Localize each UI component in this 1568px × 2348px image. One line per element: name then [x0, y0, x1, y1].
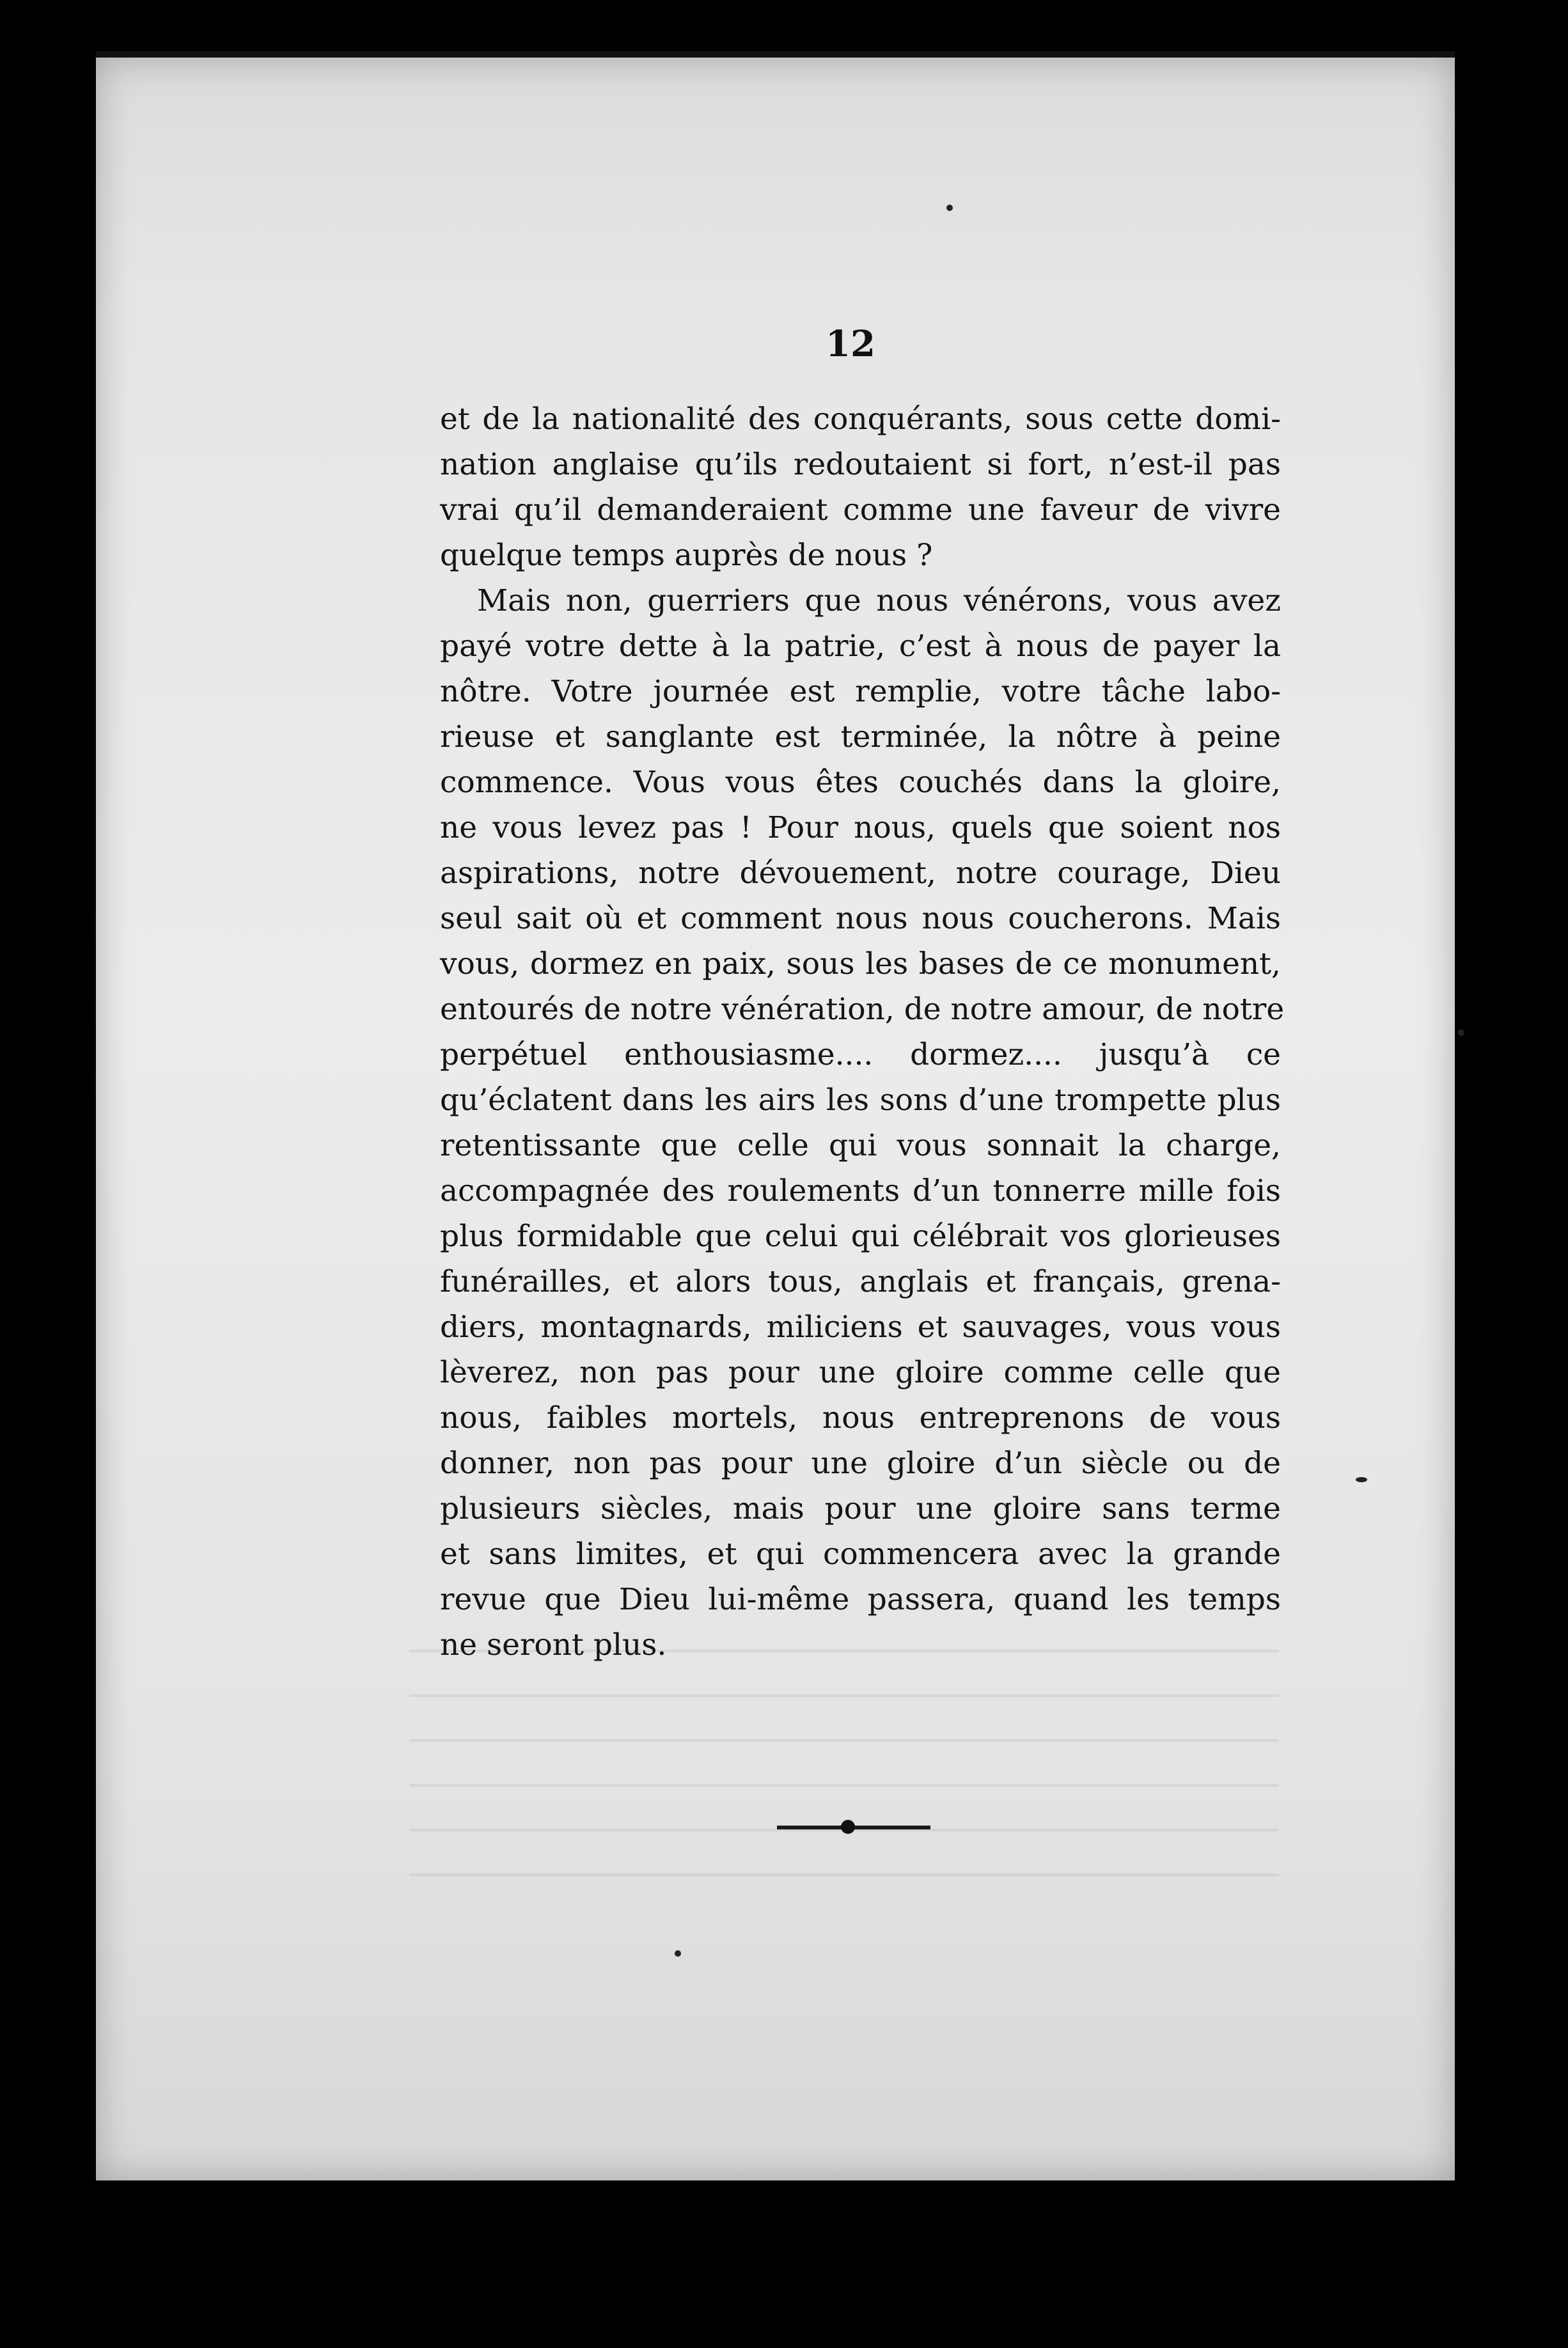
text-line: rieuse et sanglante est terminée, la nôtre à peine: [440, 719, 1281, 755]
text-line: payé votre dette à la patrie, c’est à nous de payer la: [440, 629, 1281, 664]
body-text: [440, 396, 1285, 1668]
text-line: plus formidable que celui qui célébrait vos glorieuses: [440, 1219, 1281, 1254]
text-line: accompagnée des roulements d’un tonnerre mille fois: [440, 1173, 1281, 1209]
text-line: retentissante que celle qui vous sonnait la charge,: [440, 1128, 1281, 1163]
text-line: et de la nationalité des conquérants, sous cette domi-: [440, 402, 1281, 437]
text-line: perpétuel enthousiasme.... dormez.... jusqu’à ce: [440, 1037, 1281, 1072]
text-line: qu’éclatent dans les airs les sons d’une trompette plus: [440, 1083, 1281, 1118]
paper-speck: [675, 1950, 681, 1957]
text-line: diers, montagnards, miliciens et sauvages, vous vous: [440, 1310, 1281, 1345]
text-line: lèverez, non pas pour une gloire comme celle que: [440, 1355, 1281, 1390]
text-line: quelque temps auprès de nous ?: [440, 538, 933, 573]
text-line: funérailles, et alors tous, anglais et français, grena-: [440, 1264, 1281, 1299]
bleed-through-text: [409, 1650, 1279, 1906]
paper-speck: [1356, 1477, 1367, 1482]
paper-speck: [1458, 1029, 1464, 1036]
text-line: donner, non pas pour une gloire d’un siècle ou de: [440, 1446, 1281, 1481]
text-line: ne seront plus.: [440, 1627, 667, 1663]
text-line: aspirations, notre dévouement, notre courage, Dieu: [440, 856, 1281, 891]
paper-speck: [946, 205, 953, 211]
text-line: commence. Vous vous êtes couchés dans la gloire,: [440, 765, 1281, 800]
text-line: seul sait où et comment nous nous coucherons. Mais: [440, 901, 1281, 936]
text-line: vous, dormez en paix, sous les bases de ce monument,: [440, 946, 1281, 982]
text-line: entourés de notre vénération, de notre amour, de notre: [440, 992, 1285, 1027]
text-line: nous, faibles mortels, nous entreprenons de vous: [440, 1400, 1281, 1436]
text-line: plusieurs siècles, mais pour une gloire sans terme: [440, 1491, 1281, 1526]
text-line: ne vous levez pas ! Pour nous, quels que soient nos: [440, 810, 1281, 845]
text-line: Mais non, guerriers que nous vénérons, vous avez: [477, 583, 1281, 618]
text-line: vrai qu’il demanderaient comme une faveur de vivre: [440, 492, 1281, 528]
text-line: nation anglaise qu’ils redoutaient si fort, n’est-il pas: [440, 447, 1281, 482]
page-number: 12: [826, 323, 875, 365]
text-line: revue que Dieu lui-même passera, quand les temps: [440, 1582, 1281, 1617]
text-line: nôtre. Votre journée est remplie, votre tâche labo-: [440, 674, 1281, 709]
text-line: et sans limites, et qui commencera avec la grande: [440, 1537, 1281, 1572]
end-ornament-dot: [841, 1820, 855, 1834]
